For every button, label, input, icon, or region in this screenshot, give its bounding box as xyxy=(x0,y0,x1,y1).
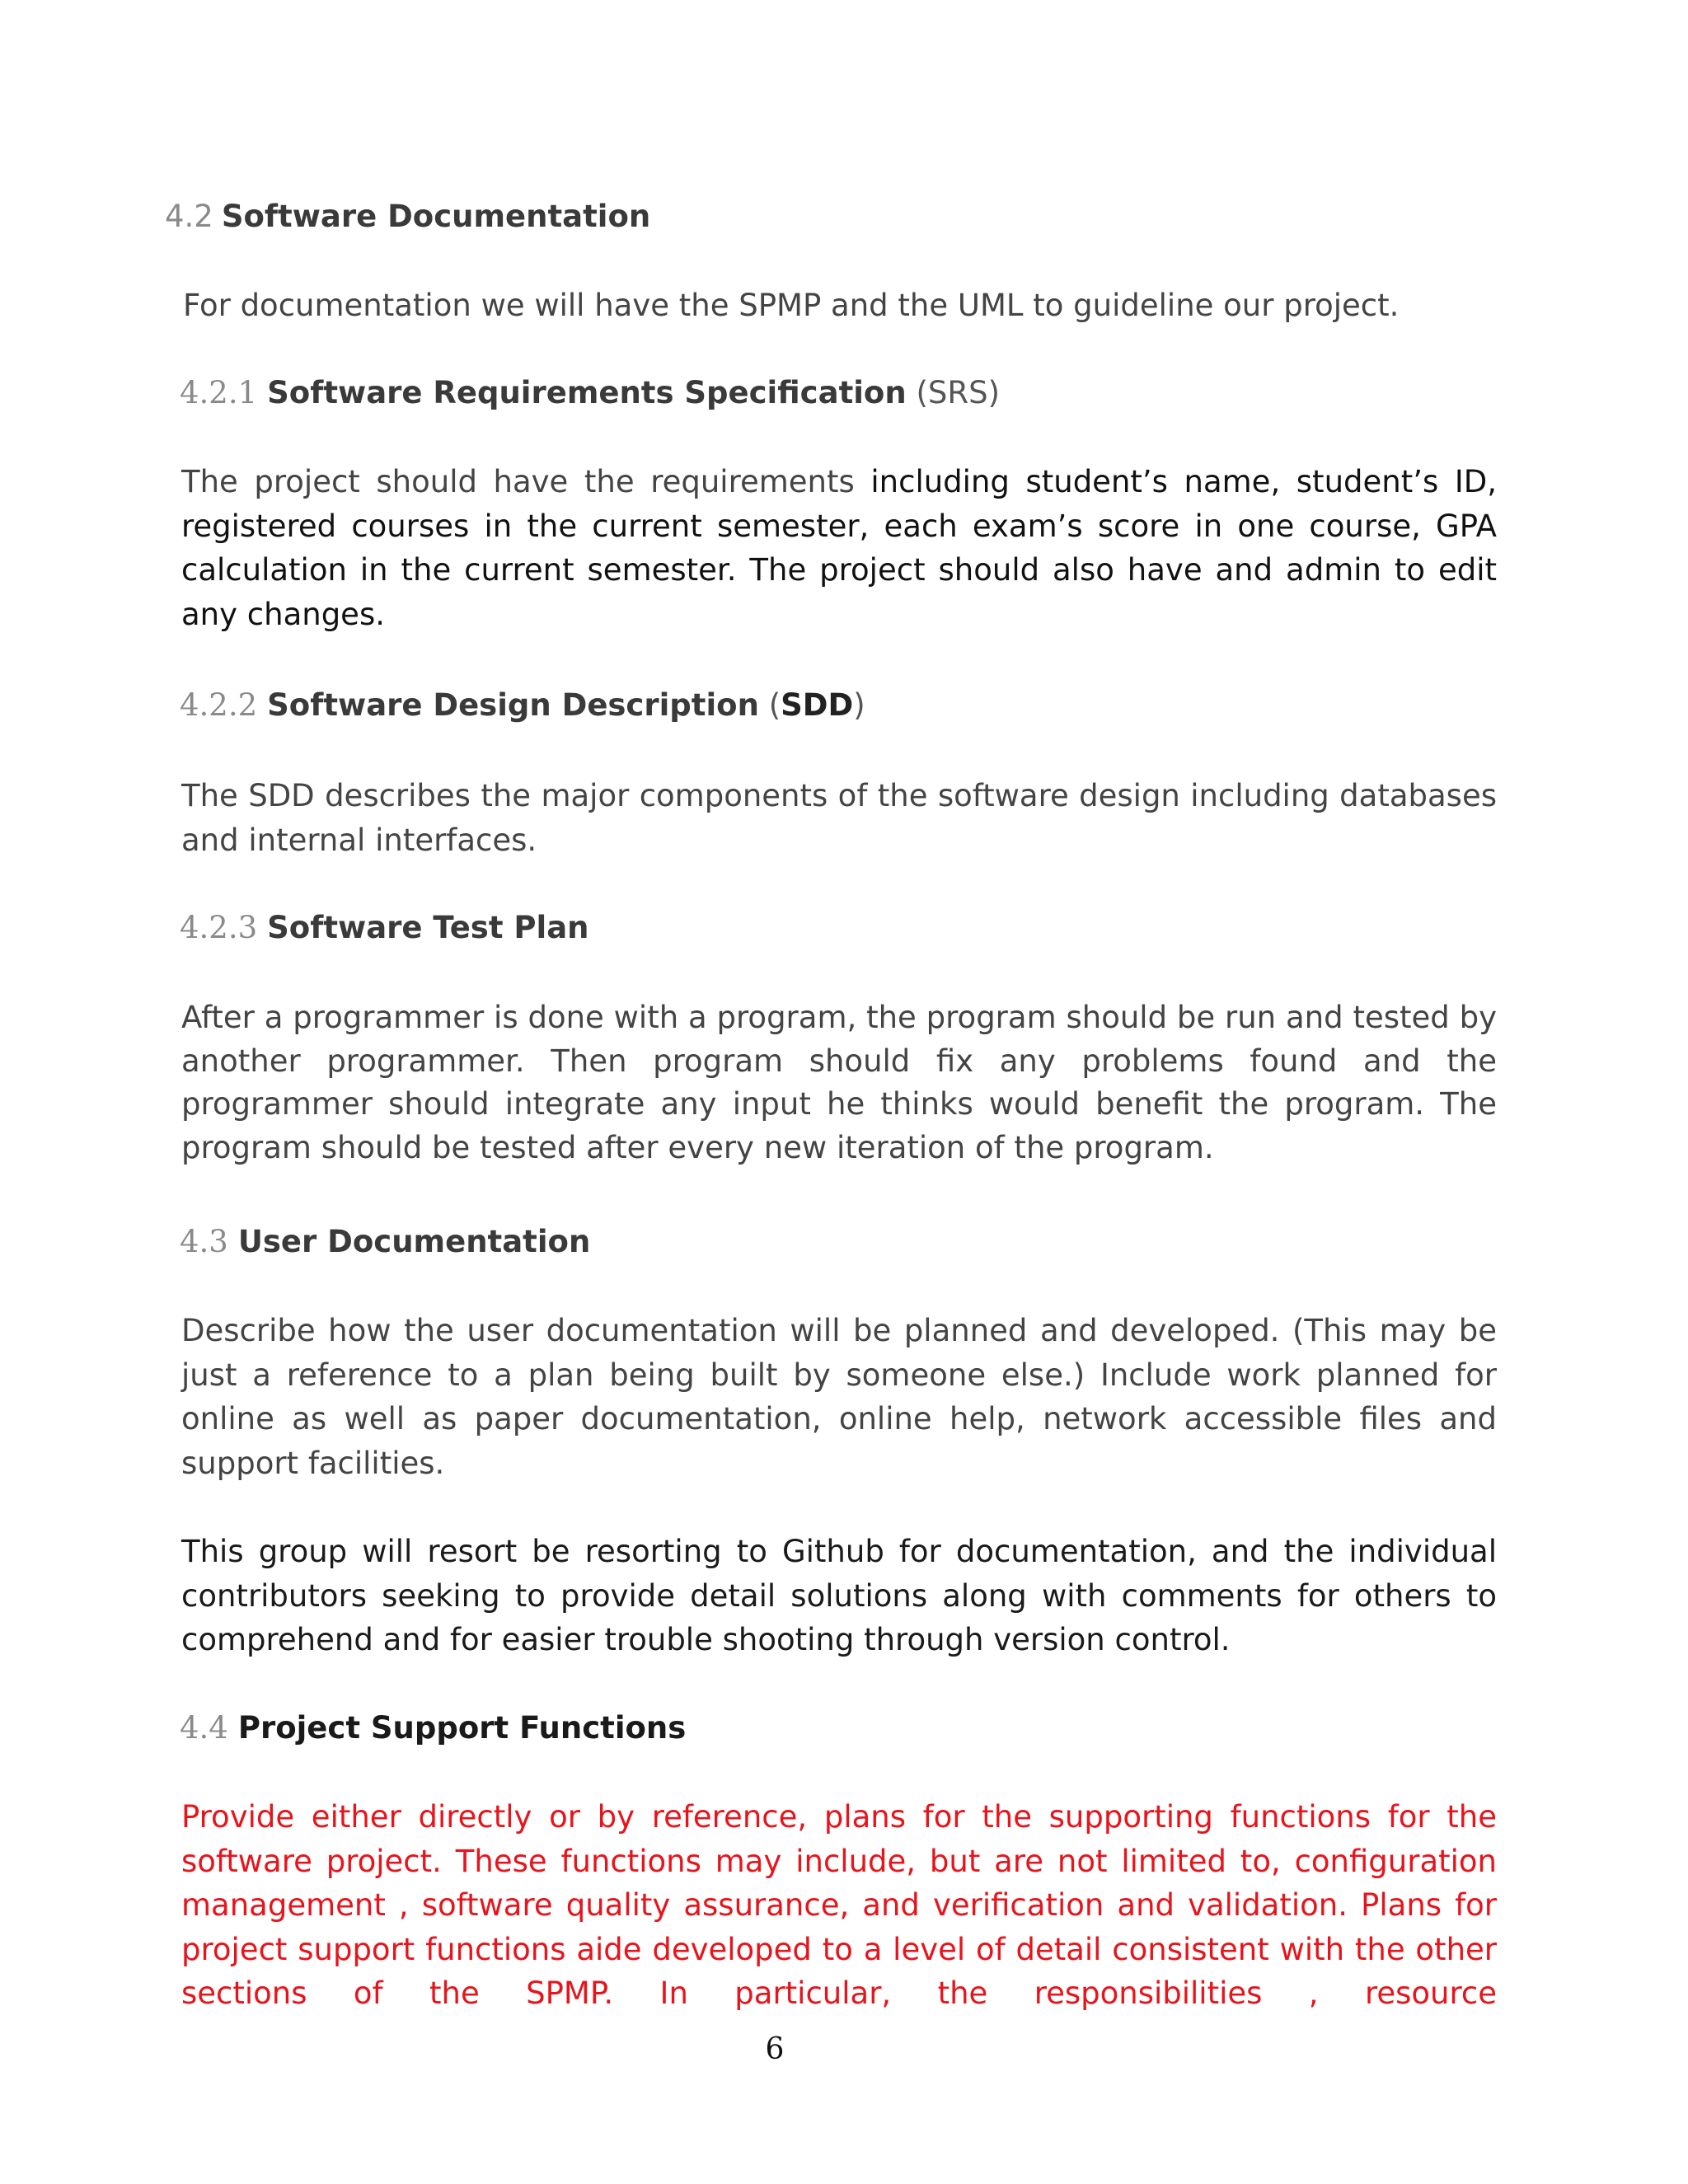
section-title-abbreviation: (SRS) xyxy=(916,375,1001,410)
section-title: Software Design Description xyxy=(267,687,759,723)
section-title: Software Test Plan xyxy=(267,910,589,945)
paragraph-segment: The project should have the requirements xyxy=(181,464,871,499)
section-number: 4.4 xyxy=(180,1710,228,1746)
page-number: 6 xyxy=(765,2032,785,2066)
section-4-2-3-body: After a programmer is done with a program, the program should be run and tested by another programmer. Then program should fix any problems found and the programmer should integrate any input he thinks would benefit the program. The program should be tested after every new iteration of the program. xyxy=(181,1000,1497,1165)
section-title: Project Support Functions xyxy=(237,1710,687,1746)
section-4-3-body: Describe how the user documentation will be planned and developed. (This may be just a reference to a plan being built by someone else.) Include work planned for online as well as paper documentation, online help, network accessible files and support facilities. xyxy=(181,1313,1497,1481)
section-4-3-heading xyxy=(180,1221,590,1263)
section-4-2-1-body xyxy=(181,460,1497,636)
section-4-2-2-heading xyxy=(180,685,865,726)
section-4-3-body-github: This group will resort be resorting to Github for documentation, and the individual contributors seeking to provide detail solutions along with comments for others to comprehend and for easier trouble shooting through version control. xyxy=(181,1534,1497,1657)
section-number: 4.2.3 xyxy=(180,910,258,945)
section-number: 4.3 xyxy=(180,1224,228,1259)
section-number: 4.2.1 xyxy=(180,375,258,410)
section-number: 4.2 xyxy=(165,199,213,234)
section-4-2-3-heading xyxy=(180,907,589,949)
section-title: Software Requirements Specification xyxy=(267,375,907,410)
paragraph-segment: including student’s name, student’s ID, registered courses in the current semester, each exam’s score in one course, GPA calculation in the current semester. The project should also have and admin to edit any changes. xyxy=(181,464,1498,632)
section-4-2-1-heading xyxy=(180,373,1000,414)
section-4-2-heading xyxy=(165,196,650,237)
section-number: 4.2.2 xyxy=(180,687,258,723)
section-4-2-2-body: The SDD describes the major components of the software design including databases and internal interfaces. xyxy=(181,778,1497,858)
section-4-4-body-instructions: Provide either directly or by reference, plans for the supporting functions for the software project. These functions may include, but are not limited to, configuration management , software quality assurance, and verification and validation. Plans for project support functions aide developed to a level of detail consistent with the other sections of the SPMP. In particular, the responsibilities , resource xyxy=(181,1799,1497,2011)
section-4-4-heading xyxy=(180,1708,686,1749)
section-4-2-body: For documentation we will have the SPMP and the UML to guideline our project. xyxy=(183,288,1400,323)
section-title: User Documentation xyxy=(237,1224,591,1259)
section-title-abbreviation: (SDD) xyxy=(768,687,865,723)
section-title: Software Documentation xyxy=(221,199,651,234)
